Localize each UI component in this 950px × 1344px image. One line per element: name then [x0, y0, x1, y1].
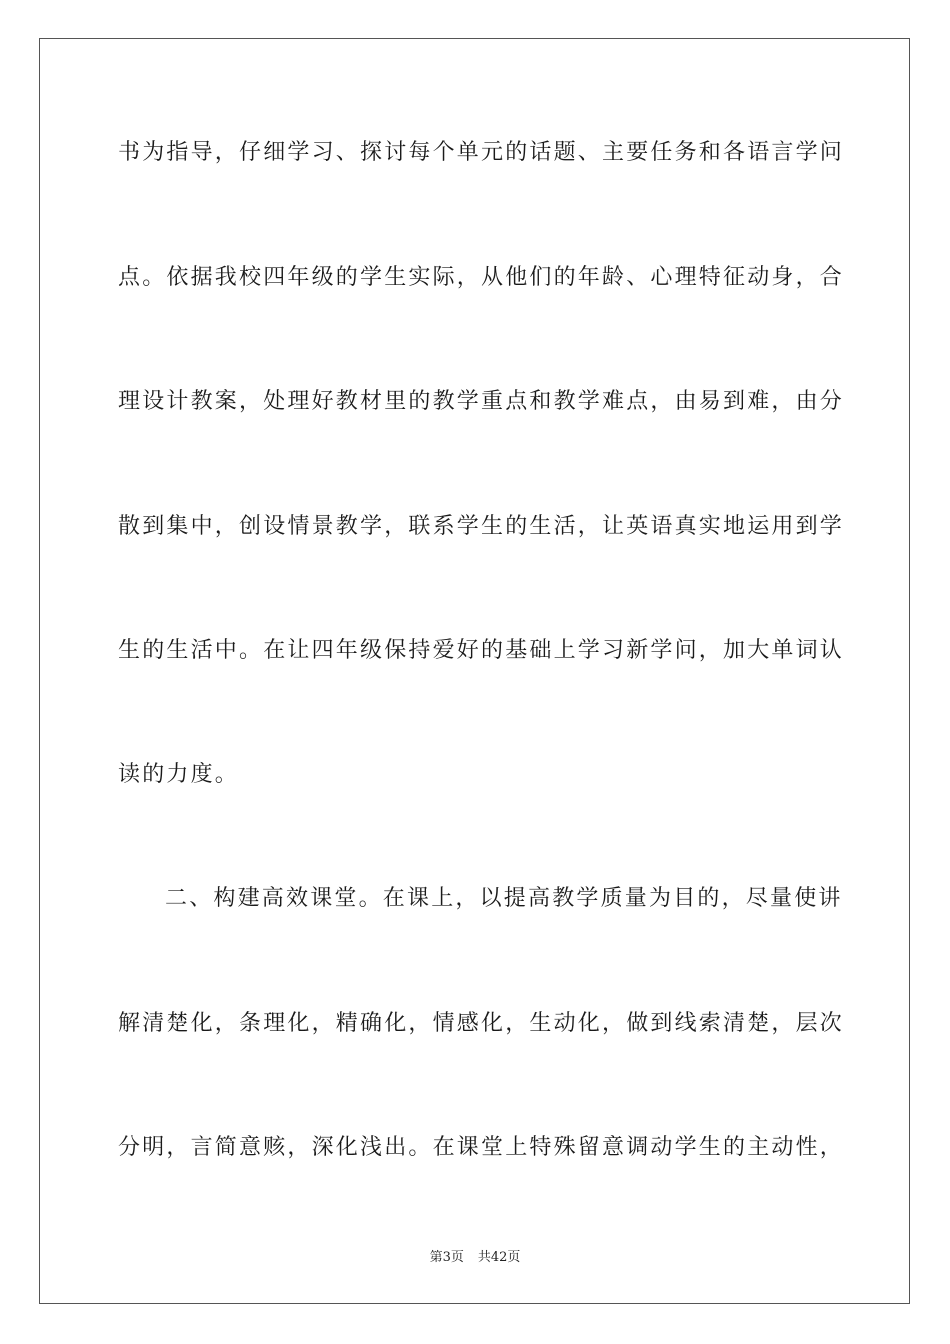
page-footer — [0, 1246, 950, 1265]
body-line-6: 读的力度。 — [118, 762, 240, 787]
body-line-2: 点。依据我校四年级的学生实际，从他们的年龄、心理特征动身，合 — [118, 265, 845, 290]
body-line-3: 理设计教案，处理好教材里的教学重点和教学难点，由易到难，由分 — [118, 389, 845, 414]
body-line-8: 解清楚化，条理化，精确化，情感化，生动化，做到线索清楚，层次 — [118, 1011, 845, 1036]
body-line-1: 书为指导，仔细学习、探讨每个单元的话题、主要任务和各语言学问 — [118, 140, 845, 165]
body-line-4: 散到集中，创设情景教学，联系学生的生活，让英语真实地运用到学 — [118, 514, 845, 539]
body-line-7: 二、构建高效课堂。在课上，以提高教学质量为目的，尽量使讲 — [165, 886, 843, 911]
page-number: 第3页 — [429, 1250, 464, 1265]
body-line-9: 分明，言简意赅，深化浅出。在课堂上特殊留意调动学生的主动性， — [118, 1135, 845, 1160]
body-line-5: 生的生活中。在让四年级保持爱好的基础上学习新学问，加大单词认 — [118, 638, 845, 663]
page-border — [39, 38, 910, 1304]
page-total: 共42页 — [477, 1250, 521, 1265]
